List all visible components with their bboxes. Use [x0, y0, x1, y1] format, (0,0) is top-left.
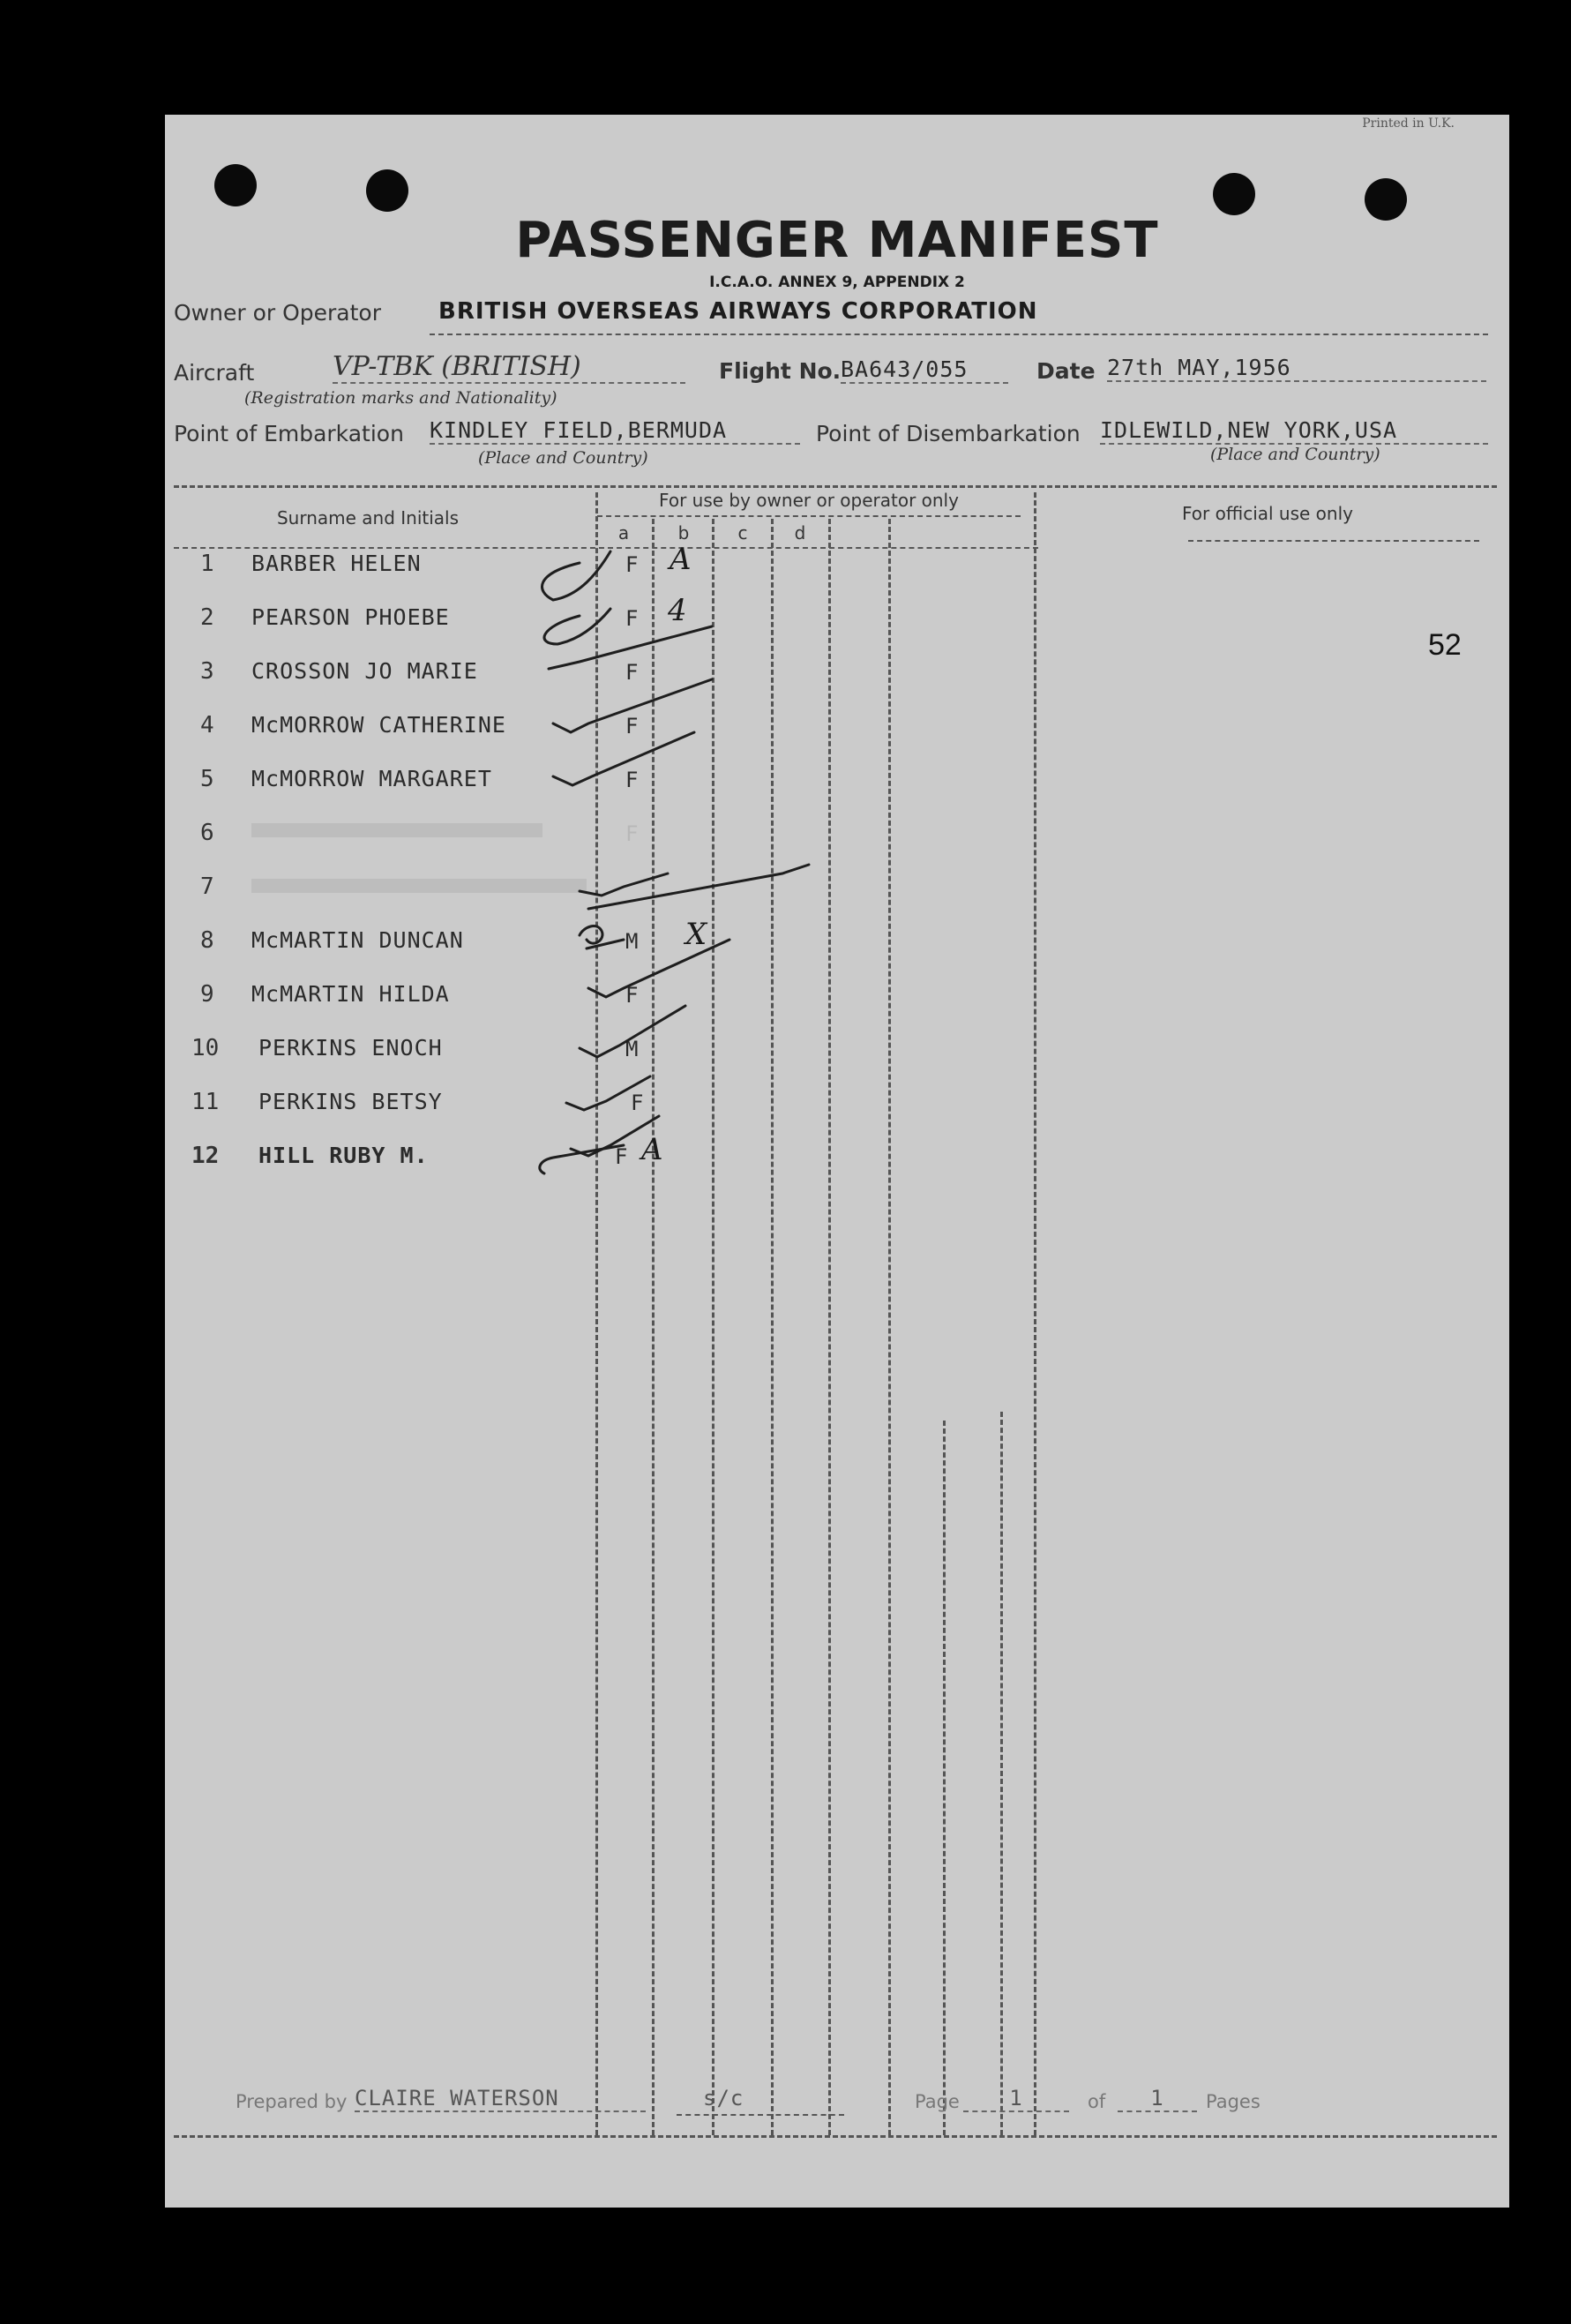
passenger-sex: F [625, 821, 639, 846]
passenger-name: McMORROW MARGARET [251, 766, 492, 791]
check-mark [553, 679, 712, 732]
row-number: 10 [191, 1035, 220, 1061]
row-number: 4 [200, 712, 214, 738]
pages-label: Pages [1206, 2091, 1261, 2112]
of-value: 1 [1118, 2086, 1197, 2112]
check-mark [580, 1006, 685, 1057]
printed-in-note: Printed in U.K. [1362, 116, 1455, 131]
flight-label: Flight No. [719, 358, 842, 384]
row-number: 8 [200, 927, 214, 954]
col-b-header: b [677, 522, 690, 544]
check-mark [544, 609, 610, 644]
row-number: 9 [200, 981, 214, 1008]
passenger-name: HILL RUBY M. [258, 1143, 429, 1168]
check-mark [566, 1076, 650, 1110]
passenger-sex: F [625, 552, 639, 577]
page-title: PASSENGER MANIFEST [515, 212, 1159, 269]
passenger-sex: F [631, 1091, 644, 1115]
passenger-sex: F [625, 983, 639, 1008]
disembark-value: IDLEWILD,NEW YORK,USA [1100, 417, 1488, 445]
owner-value: BRITISH OVERSEAS AIRWAYS CORPORATION [438, 298, 1038, 325]
aircraft-label: Aircraft [174, 360, 255, 386]
row-number: 11 [191, 1089, 220, 1115]
passenger-mark-b: A [670, 542, 692, 577]
check-mark [580, 873, 668, 896]
col-c-header: c [737, 522, 748, 544]
check-mark [588, 940, 729, 997]
page-value: 1 [963, 2086, 1069, 2112]
passenger-sex: M [625, 929, 639, 954]
prepared-value: CLAIRE WATERSON [355, 2086, 646, 2112]
of-label: of [1088, 2091, 1106, 2112]
passenger-sex: F [625, 714, 639, 738]
embark-note: (Place and Country) [478, 448, 648, 468]
passenger-mark-b: X [685, 917, 707, 952]
passenger-sex: F [625, 660, 639, 685]
col-surname-header: Surname and Initials [276, 507, 460, 529]
check-mark [553, 732, 694, 785]
scribble-mark [580, 926, 624, 948]
row-number: 3 [200, 658, 214, 685]
page-label: Page [915, 2091, 960, 2112]
disembark-label: Point of Disembarkation [816, 421, 1081, 446]
passenger-mark-b: 4 [668, 593, 687, 628]
handwritten-marks [165, 115, 1509, 1262]
aircraft-note: (Registration marks and Nationality) [244, 388, 557, 408]
prepared-label: Prepared by [236, 2091, 348, 2112]
col-a-header: a [617, 522, 630, 544]
passenger-name: PERKINS BETSY [258, 1089, 443, 1114]
row-number: 12 [191, 1143, 220, 1169]
date-label: Date [1036, 358, 1096, 384]
row-number: 7 [200, 873, 214, 900]
row-number: 1 [200, 551, 214, 577]
passenger-sex: F [625, 768, 639, 792]
passenger-sex: F [625, 606, 639, 631]
passenger-name: CROSSON JO MARIE [251, 658, 478, 684]
aircraft-value: VP-TBK (BRITISH) [333, 351, 685, 384]
check-mark [540, 1145, 624, 1173]
check-mark [542, 551, 610, 600]
passenger-name: McMORROW CATHERINE [251, 712, 506, 738]
row-number: 2 [200, 604, 214, 631]
manifest-sheet [165, 115, 1509, 2208]
date-value: 27th MAY,1956 [1107, 355, 1486, 382]
embark-value: KINDLEY FIELD,BERMUDA [430, 417, 800, 445]
passenger-sex: M [625, 1037, 639, 1061]
disembark-note: (Place and Country) [1210, 445, 1380, 464]
check-mark [571, 1116, 659, 1156]
row-number: 5 [200, 766, 214, 792]
passenger-name: BARBER HELEN [251, 551, 422, 576]
row-number: 6 [200, 820, 214, 846]
passenger-name: PEARSON PHOEBE [251, 604, 450, 630]
passenger-name: McMARTIN DUNCAN [251, 927, 464, 953]
passenger-name: PERKINS ENOCH [258, 1035, 443, 1061]
page-subtitle: I.C.A.O. ANNEX 9, APPENDIX 2 [709, 274, 965, 291]
official-page-number: 52 [1428, 628, 1462, 662]
passenger-name: McMARTIN HILDA [251, 981, 450, 1007]
flight-value: BA643/055 [841, 356, 1008, 384]
col-owner-use-header: For use by owner or operator only [659, 490, 959, 511]
passenger-sex: F [615, 1144, 628, 1169]
check-mark [549, 626, 712, 669]
prepared-suffix: s/c [703, 2086, 744, 2110]
passenger-mark-b: A [641, 1132, 663, 1167]
embark-label: Point of Embarkation [174, 421, 404, 446]
col-official-header: For official use only [1182, 503, 1353, 524]
col-d-header: d [794, 522, 806, 544]
owner-label: Owner or Operator [174, 300, 381, 326]
